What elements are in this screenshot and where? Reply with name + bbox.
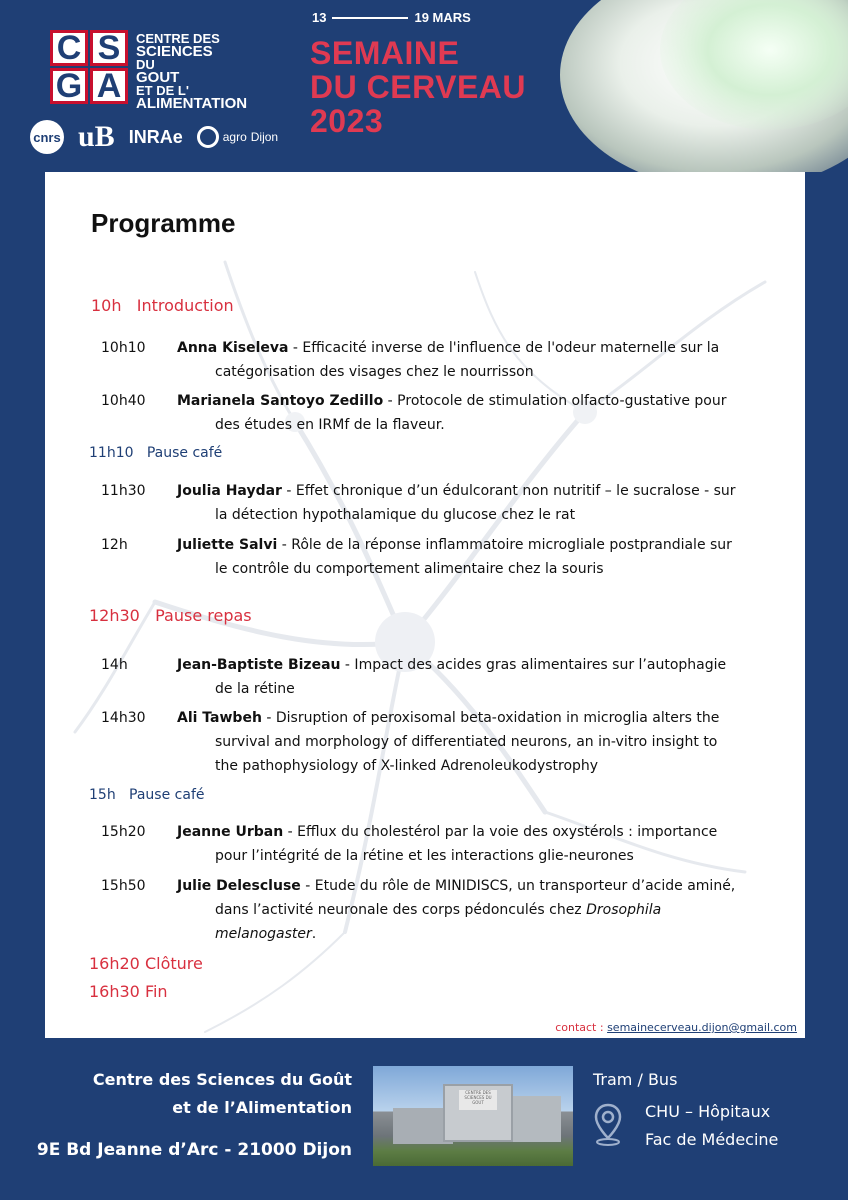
talk-title-cont: la détection hypothalamique du glucose chez le rat [215, 507, 576, 523]
talk-title-part: dans l’activité neuronale des corps pédonculés chez [215, 902, 587, 918]
contact-line [555, 1021, 797, 1034]
talk-title: - Etude du rôle de MINIDISCS, un transporteur d’acide aminé, [300, 878, 736, 894]
agro-label: agro [222, 130, 247, 144]
logo-text-line: GOUT [136, 69, 180, 86]
talk-title: - Protocole de stimulation olfacto-gustative pour [383, 393, 727, 409]
talk-item [101, 336, 761, 384]
transport-label: Tram / Bus [593, 1070, 678, 1089]
talk-title: - Rôle de la réponse inflammatoire microgliale postprandiale sur [277, 537, 732, 553]
talk-speaker: Anna Kiseleva [177, 340, 289, 356]
talk-speaker: Ali Tawbeh [177, 710, 262, 726]
transport-info [593, 1068, 779, 1149]
talk-time: 11h30 [101, 483, 146, 499]
date-start: 13 [312, 10, 327, 25]
location-pin-icon [593, 1102, 623, 1146]
date-end: 19 MARS [414, 10, 471, 25]
logo-text-line: CENTRE DES [136, 31, 220, 46]
cnrs-logo: cnrs [30, 120, 64, 154]
contact-email-link[interactable]: semainecerveau.dijon@gmail.com [607, 1021, 797, 1034]
event-title [310, 36, 526, 138]
talk-time: 15h50 [101, 878, 146, 894]
org-name-line1: Centre des Sciences du Goût [92, 1070, 352, 1089]
org-address: 9E Bd Jeanne d’Arc - 21000 Dijon [36, 1140, 352, 1160]
event-title-line: 2023 [310, 103, 384, 139]
talk-time: 14h [101, 657, 128, 673]
closing-slot: 16h20 Clôture [89, 954, 203, 973]
talk-time: 10h10 [101, 340, 146, 356]
event-dates [312, 10, 471, 25]
talk-title: - Efficacité inverse de l'influence de l'odeur maternelle sur la [288, 340, 720, 356]
dijon-label: Dijon [250, 130, 279, 144]
org-name-line2: et de l’Alimentation [172, 1098, 352, 1117]
stop-chu-hopitaux: CHU – Hôpitaux [645, 1102, 771, 1121]
talk-title-cont [177, 922, 761, 946]
transport-stops [645, 1098, 778, 1154]
coffee-break-1 [89, 445, 222, 461]
talk-title: - Effet chronique d’un édulcorant non nutritif – le sucralose - sur [281, 483, 736, 499]
ub-logo: uB [78, 120, 115, 153]
talk-title-cont: survival and morphology of differentiated neurons, an in-vitro insight to [215, 734, 718, 750]
talk-item [101, 533, 761, 581]
talk-title-cont: pour l’intégrité de la rétine et les interactions glie-neurones [215, 848, 634, 864]
talk-speaker: Julie Delescluse [177, 878, 301, 894]
stop-fac-medecine: Fac de Médecine [645, 1130, 779, 1149]
talk-time: 14h30 [101, 710, 146, 726]
talk-title: - Disruption of peroxisomal beta-oxidation in microglia alters the [261, 710, 720, 726]
talk-title: - Efflux du cholestérol par la voie des oxystérols : importance [283, 824, 718, 840]
species-name: melanogaster [215, 926, 312, 942]
photo-building-right [511, 1096, 561, 1142]
logo-text-line: ET DE L' [136, 83, 189, 98]
talk-item [101, 389, 761, 437]
talk-speaker: Juliette Salvi [177, 537, 278, 553]
footer-address-block [37, 1066, 352, 1164]
event-title-line: DU CERVEAU [310, 69, 526, 105]
talk-time: 12h [101, 537, 128, 553]
logo-text-line: SCIENCES [136, 43, 213, 60]
talk-title-cont: des études en IRMf de la flaveur. [215, 417, 445, 433]
talk-item [101, 706, 761, 778]
intro-slot [91, 296, 234, 315]
talk-time: 15h20 [101, 824, 146, 840]
event-title-line: SEMAINE [310, 35, 460, 71]
talk-item [101, 820, 761, 868]
talk-item [101, 874, 761, 946]
talk-title-cont: de la rétine [215, 681, 295, 697]
logo-letter-s: S [90, 30, 128, 66]
talk-title-cont [177, 898, 761, 922]
agro-circle-icon [197, 126, 219, 148]
talk-speaker: Jeanne Urban [177, 824, 284, 840]
agro-dijon-logo [197, 126, 278, 148]
talk-item [101, 479, 761, 527]
lunch-break [89, 606, 252, 625]
logo-letter-a: A [90, 68, 128, 104]
csga-logo [50, 30, 130, 106]
species-genus: Drosophila [586, 902, 662, 918]
programme-panel [45, 172, 805, 1038]
photo-building-sign: CENTRE DES SCIENCES DU GOUT [459, 1090, 497, 1110]
logo-letter-g: G [50, 68, 88, 104]
lunch-label: 12h30 Pause repas [89, 606, 252, 625]
coffee-break-label: 15h Pause café [89, 787, 205, 803]
end-slot: 16h30 Fin [89, 982, 168, 1001]
talk-title-end: . [311, 926, 317, 942]
coffee-break-label: 11h10 Pause café [89, 445, 223, 461]
talk-title-cont: catégorisation des visages chez le nourrisson [215, 364, 534, 380]
inrae-logo: INRAe [128, 126, 183, 147]
talk-title: - Impact des acides gras alimentaires sur l’autophagie [340, 657, 727, 673]
logo-text-line: DU [136, 57, 155, 72]
talk-title-cont: le contrôle du comportement alimentaire chez la souris [215, 561, 604, 577]
building-photo [373, 1066, 573, 1166]
contact-label: contact : [555, 1021, 608, 1034]
programme-title: Programme [91, 208, 236, 238]
coffee-break-2 [89, 787, 204, 803]
talk-time: 10h40 [101, 393, 146, 409]
logo-text-line: ALIMENTATION [136, 95, 248, 112]
logo-letter-c: C [50, 30, 88, 66]
talk-item [101, 653, 761, 701]
partner-logos [30, 120, 278, 154]
talk-title-cont: the pathophysiology of X-linked Adrenoleukodystrophy [215, 758, 599, 774]
intro-label: 10h Introduction [91, 296, 234, 315]
csga-logo-text [136, 33, 247, 111]
header-banner [0, 0, 848, 172]
talk-speaker: Joulia Haydar [177, 483, 282, 499]
talk-speaker: Marianela Santoyo Zedillo [177, 393, 384, 409]
talk-speaker: Jean-Baptiste Bizeau [177, 657, 341, 673]
date-separator [332, 17, 408, 19]
